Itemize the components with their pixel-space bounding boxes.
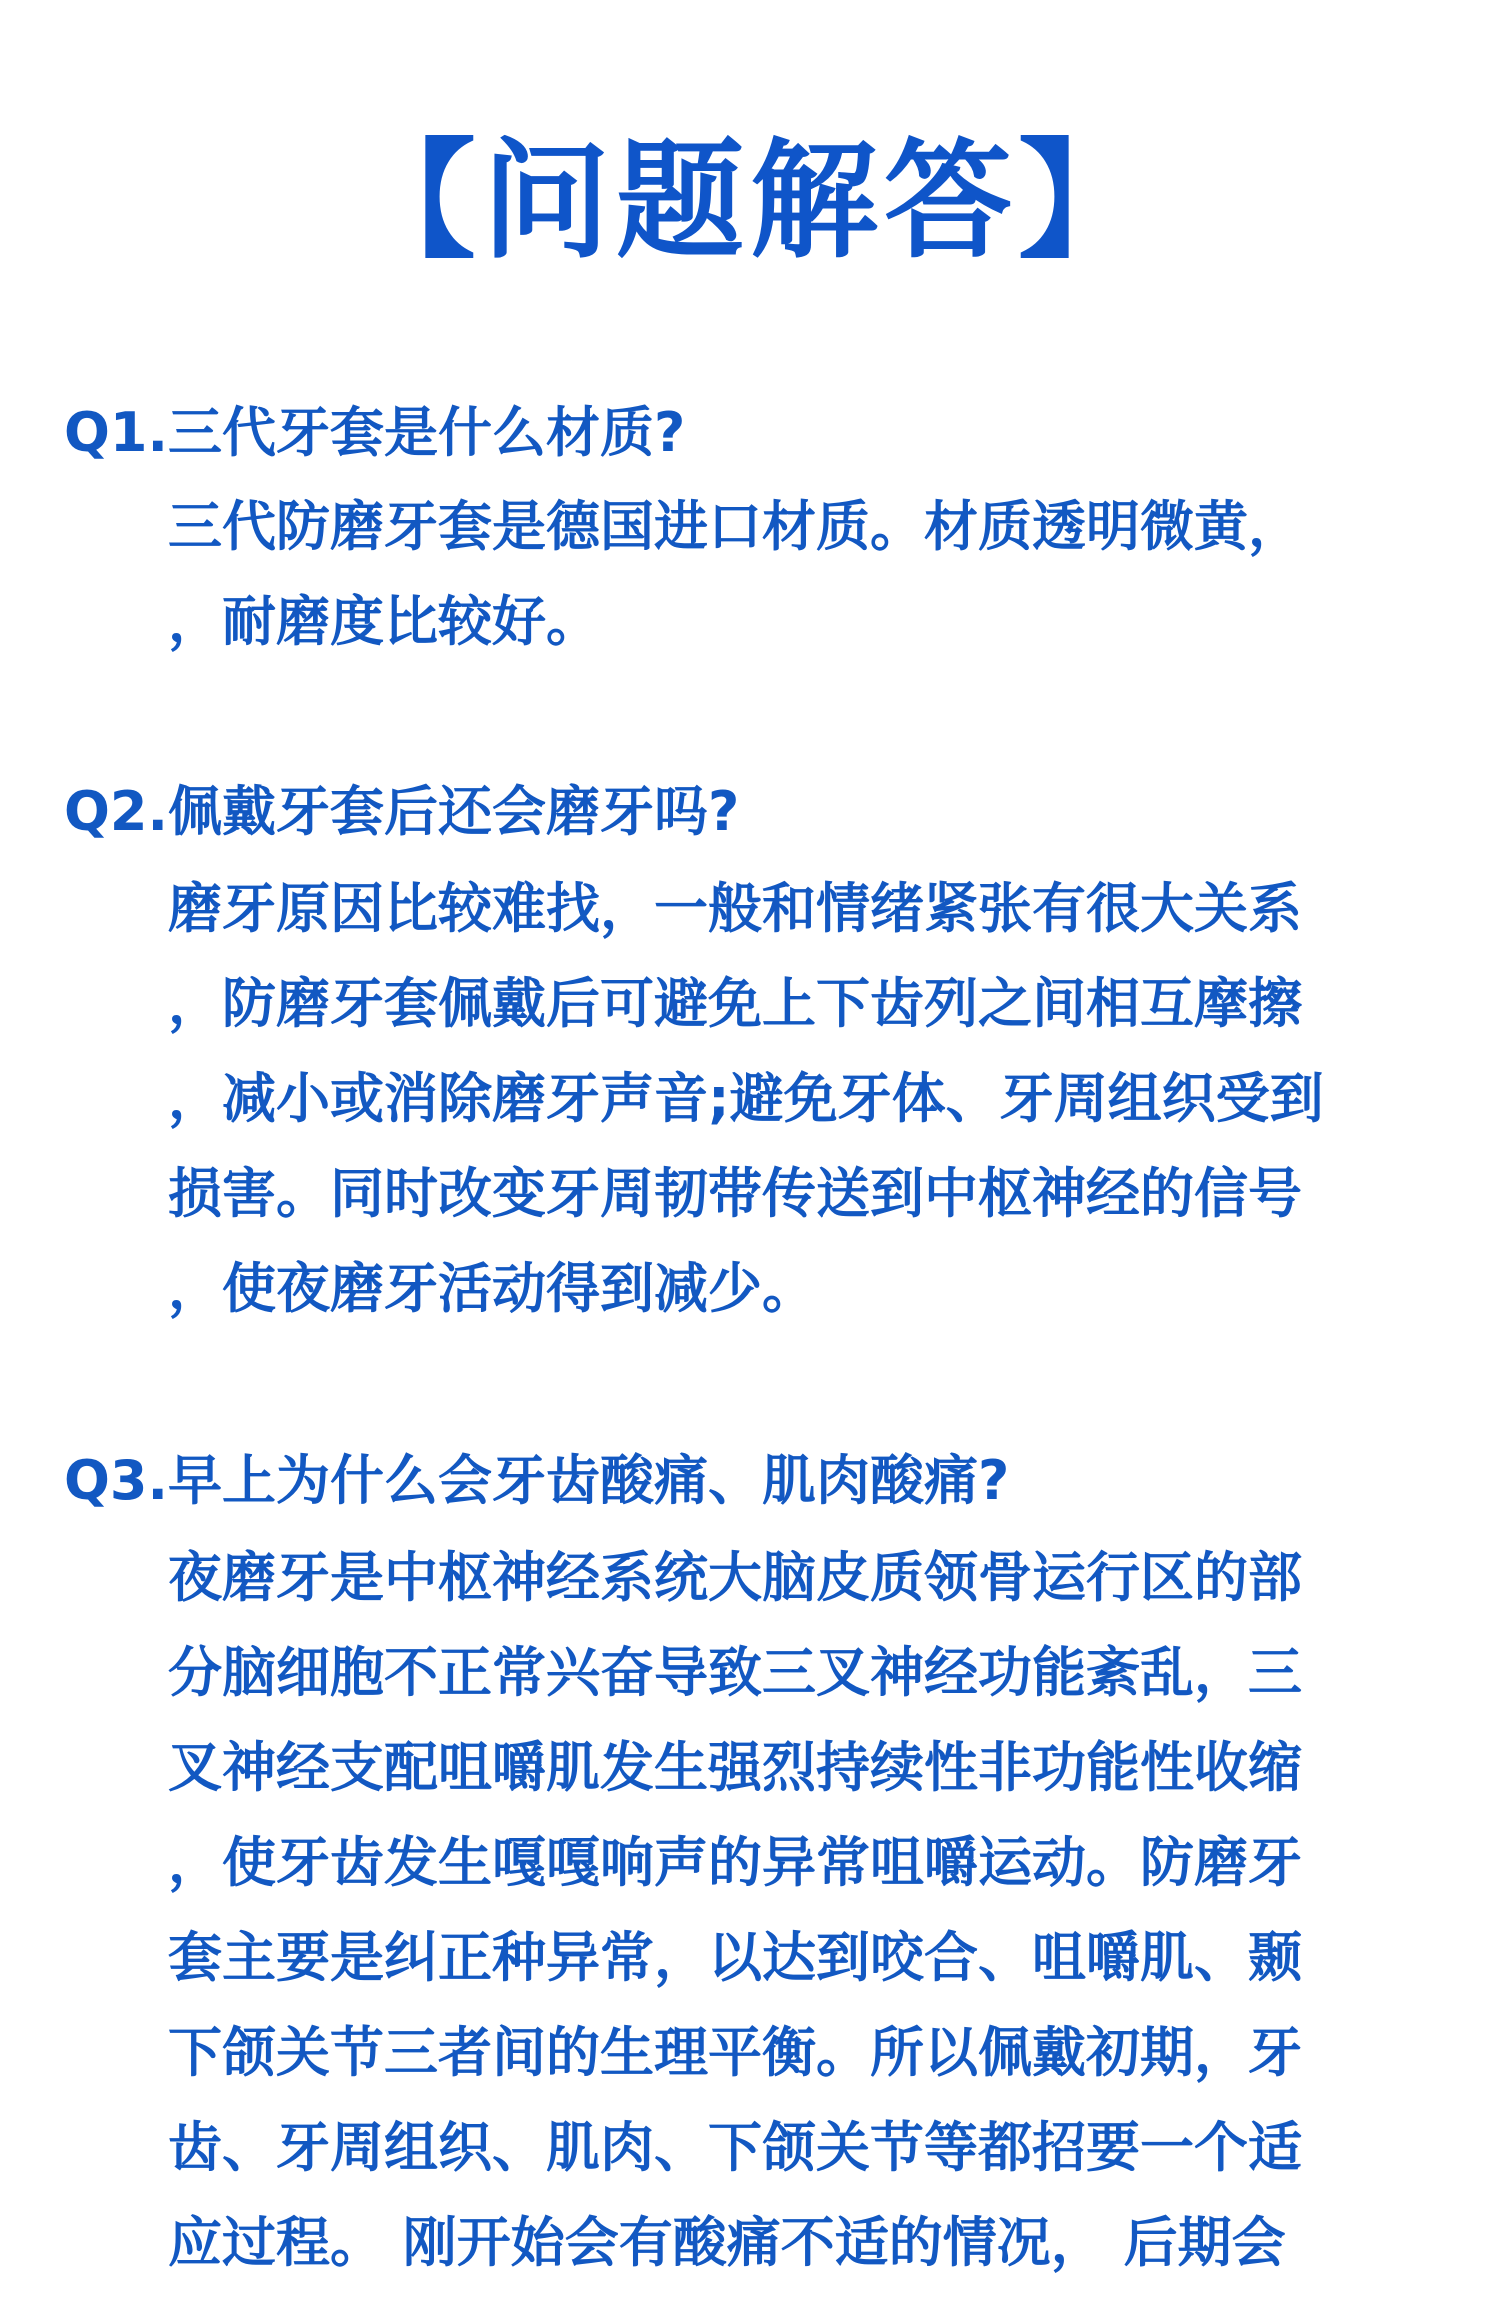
answer-line: 下颌关节三者间的生理平衡。所以佩戴初期，牙	[168, 2021, 1302, 2084]
question-2: Q2.佩戴牙套后还会磨牙吗?	[64, 780, 740, 843]
answer-line: 叉神经支配咀嚼肌发生强烈持续性非功能性收缩	[168, 1736, 1302, 1799]
answer-line: ，减小或消除磨牙声音;避免牙体、牙周组织受到	[168, 1067, 1324, 1130]
answer-2	[168, 874, 1398, 1349]
answer-line: 套主要是纠正种异常，以达到咬合、咀嚼肌、颞	[168, 1926, 1302, 1989]
answer-line: 损害。同时改变牙周韧带传送到中枢神经的信号	[168, 1162, 1302, 1225]
answer-3	[168, 1543, 1398, 2303]
question-3: Q3.早上为什么会牙齿酸痛、肌肉酸痛?	[64, 1449, 1010, 1512]
answer-line: ，耐磨度比较好。	[168, 590, 600, 653]
answer-line: 应过程。 刚开始会有酸痛不适的情况， 后期会	[168, 2211, 1286, 2274]
answer-line: 分脑细胞不正常兴奋导致三叉神经功能紊乱，三	[168, 1641, 1302, 1704]
answer-line: 齿、牙周组织、肌肉、下颌关节等都招要一个适	[168, 2116, 1302, 2179]
answer-line: ，使牙齿发生嘎嘎响声的异常咀嚼运动。防磨牙	[168, 1831, 1302, 1894]
answer-line: 夜磨牙是中枢神经系统大脑皮质领骨运行区的部	[168, 1546, 1302, 1609]
answer-line: ，使夜磨牙活动得到减少。	[168, 1257, 816, 1320]
answer-line: ，防磨牙套佩戴后可避免上下齿列之间相互摩擦	[168, 972, 1302, 1035]
answer-line: 三代防磨牙套是德国进口材质。材质透明微黄，	[168, 495, 1302, 558]
answer-line: 磨牙原因比较难找，一般和情绪紧张有很大关系	[168, 877, 1302, 940]
page-title: 【问题解答】	[347, 127, 1152, 276]
answer-1	[168, 492, 1398, 682]
question-1: Q1.三代牙套是什么材质?	[64, 401, 686, 464]
